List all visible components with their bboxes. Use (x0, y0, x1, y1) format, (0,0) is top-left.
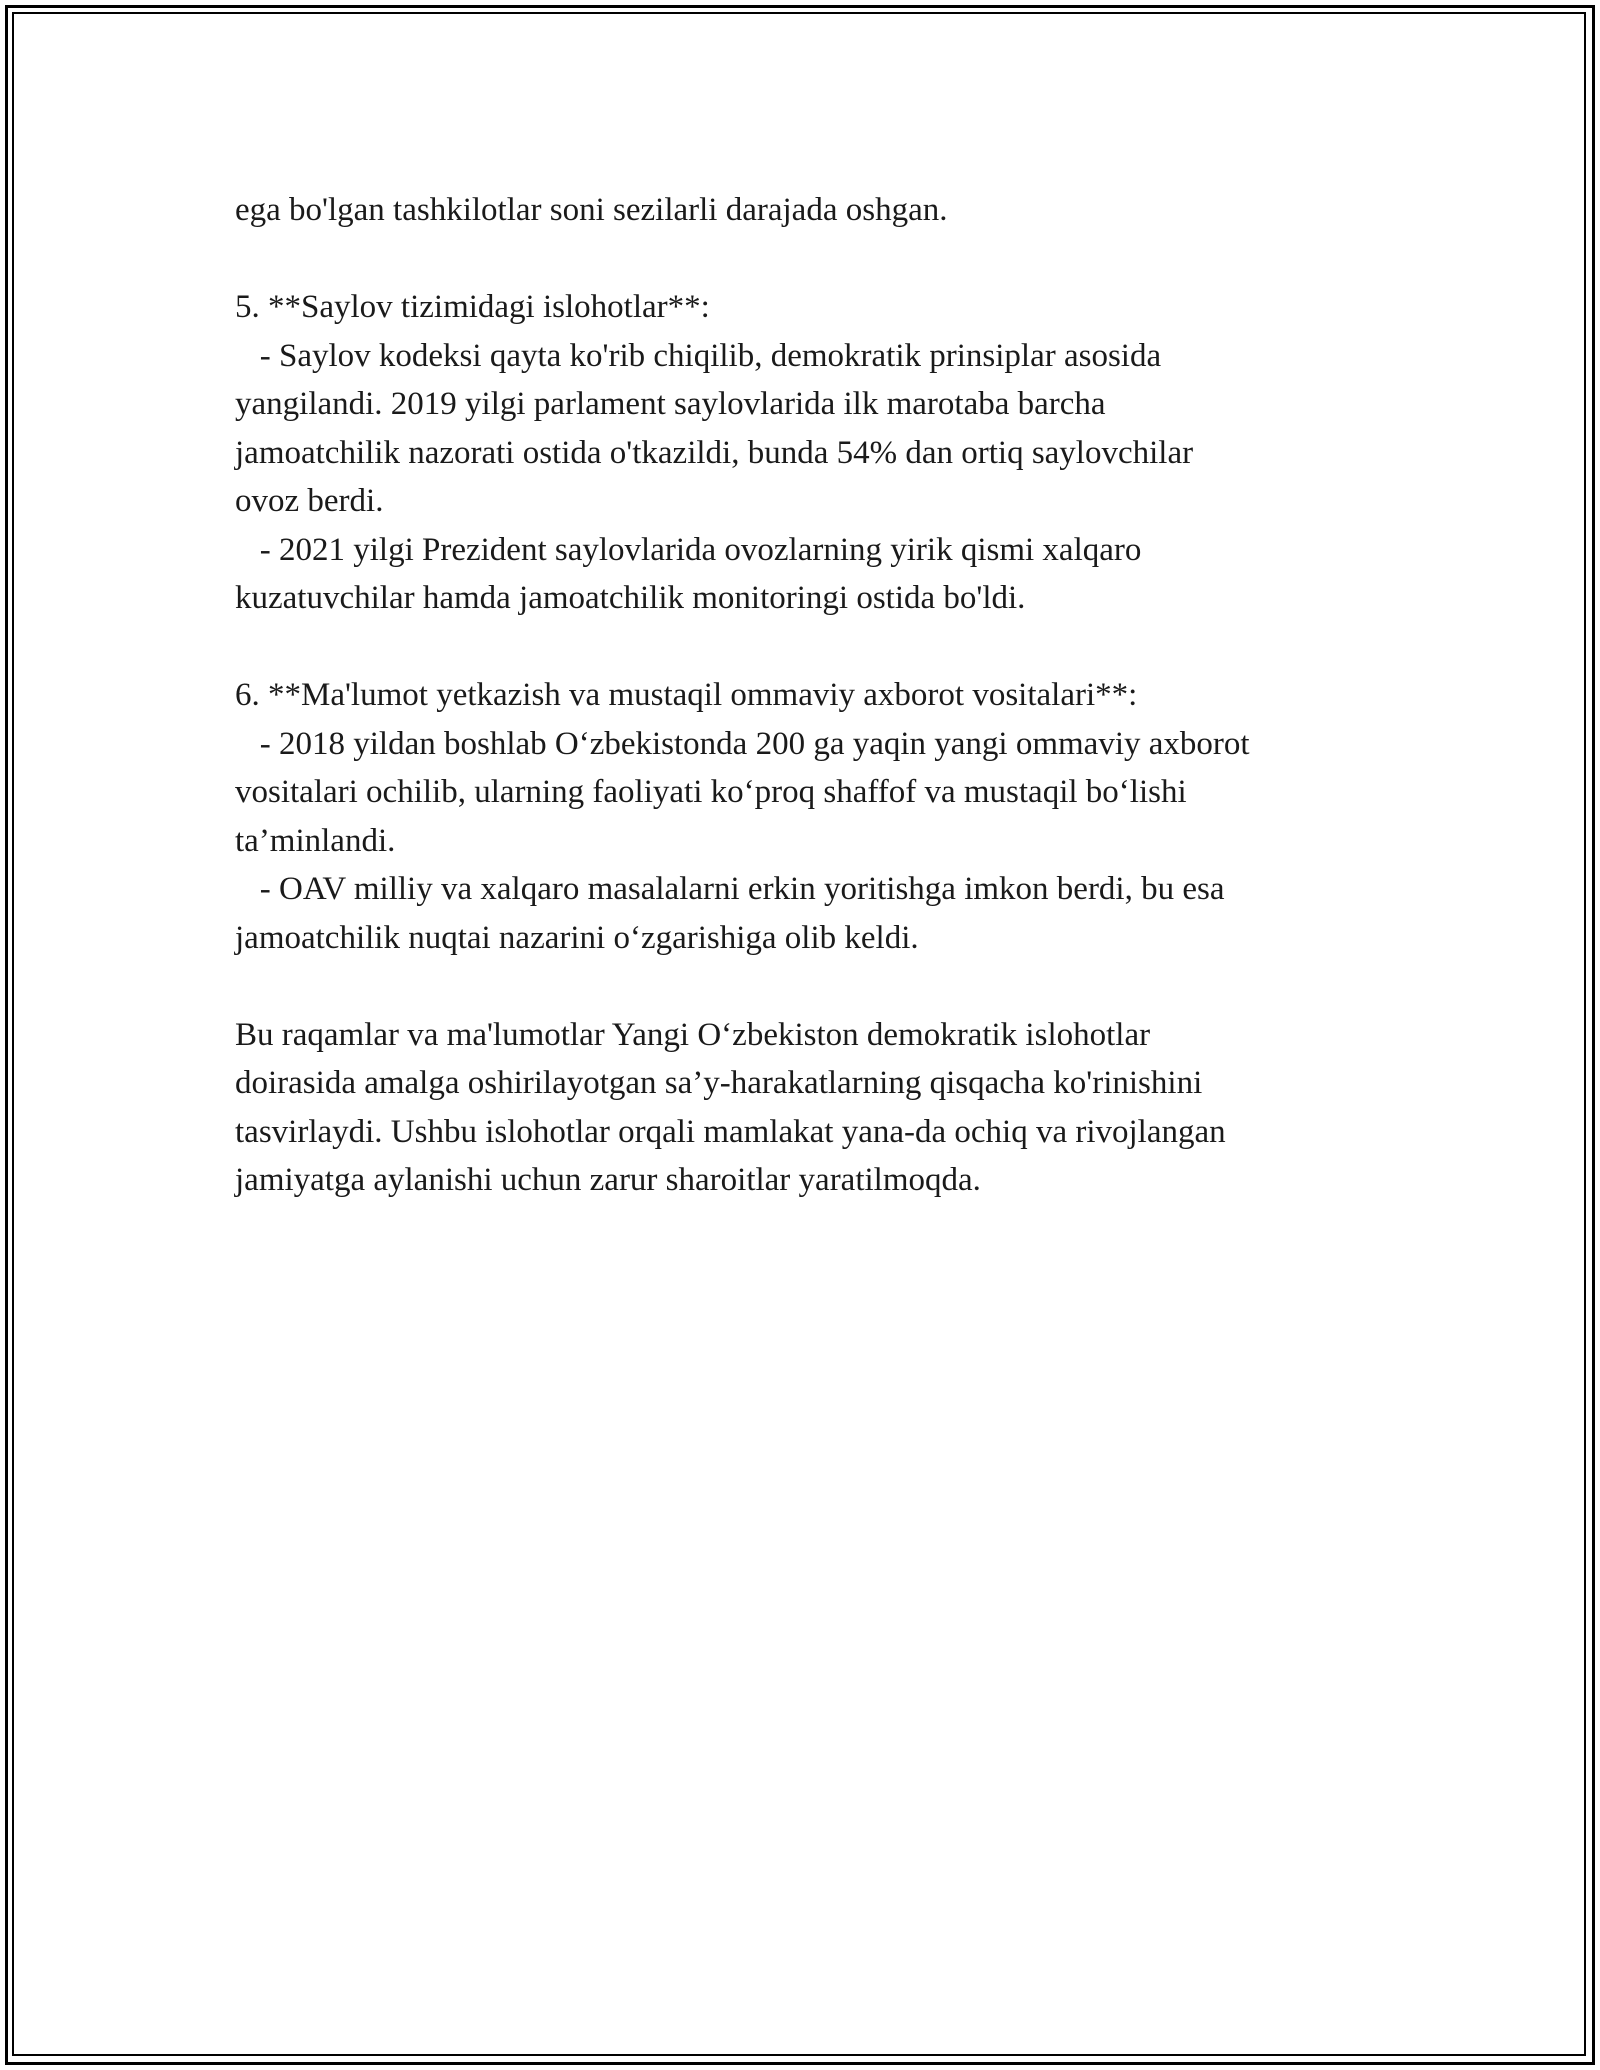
text-line: ega bo'lgan tashkilotlar soni sezilarli darajada oshgan. (235, 192, 948, 228)
text-line: Bu raqamlar va ma'lumotlar Yangi O‘zbekiston demokratik islohotlar (235, 1016, 1151, 1053)
document-body (235, 186, 1415, 1253)
text-line: doirasida amalga oshirilayotgan sa’y-harakatlarning qisqacha ko'rinishini (235, 1065, 1203, 1101)
text-line: ovoz berdi. (235, 483, 384, 519)
text-line: jamoatchilik nuqtai nazarini o‘zgarishiga olib keldi. (235, 919, 919, 956)
text-line: tasvirlaydi. Ushbu islohotlar orqali mamlakat yana-da ochiq va rivojlangan (235, 1113, 1226, 1150)
text-line: ta’minlandi. (235, 822, 396, 859)
paragraph-media (235, 671, 1415, 962)
text-line: vositalari ochilib, ularning faoliyati ko‘proq shaffof va mustaqil bo‘lishi (235, 774, 1187, 810)
text-line: - Saylov kodeksi qayta ko'rib chiqilib, demokratik prinsiplar asosida (235, 337, 1162, 374)
text-line: jamoatchilik nazorati ostida o'tkazildi, bunda 54% dan ortiq saylovchilar (235, 434, 1194, 471)
text-line: yangilandi. 2019 yilgi parlament saylovlarida ilk marotaba barcha (235, 386, 1106, 422)
section-heading: 5. **Saylov tizimidagi islohotlar**: (235, 289, 710, 325)
text-line: jamiyatga aylanishi uchun zarur sharoitlar yaratilmoqda. (235, 1162, 981, 1198)
text-line: kuzatuvchilar hamda jamoatchilik monitoringi ostida bo'ldi. (235, 580, 1026, 616)
section-heading: 6. **Ma'lumot yetkazish va mustaqil ommaviy axborot vositalari**: (235, 677, 1138, 713)
paragraph-conclusion (235, 1011, 1415, 1205)
paragraph-election-reforms (235, 283, 1415, 623)
text-line: - 2018 yildan boshlab O‘zbekistonda 200 ga yaqin yangi ommaviy axborot (235, 725, 1250, 762)
paragraph-continuation (235, 186, 1415, 235)
text-line: - OAV milliy va xalqaro masalalarni erkin yoritishga imkon berdi, bu esa (235, 871, 1225, 907)
text-line: - 2021 yilgi Prezident saylovlarida ovozlarning yirik qismi xalqaro (235, 531, 1142, 568)
